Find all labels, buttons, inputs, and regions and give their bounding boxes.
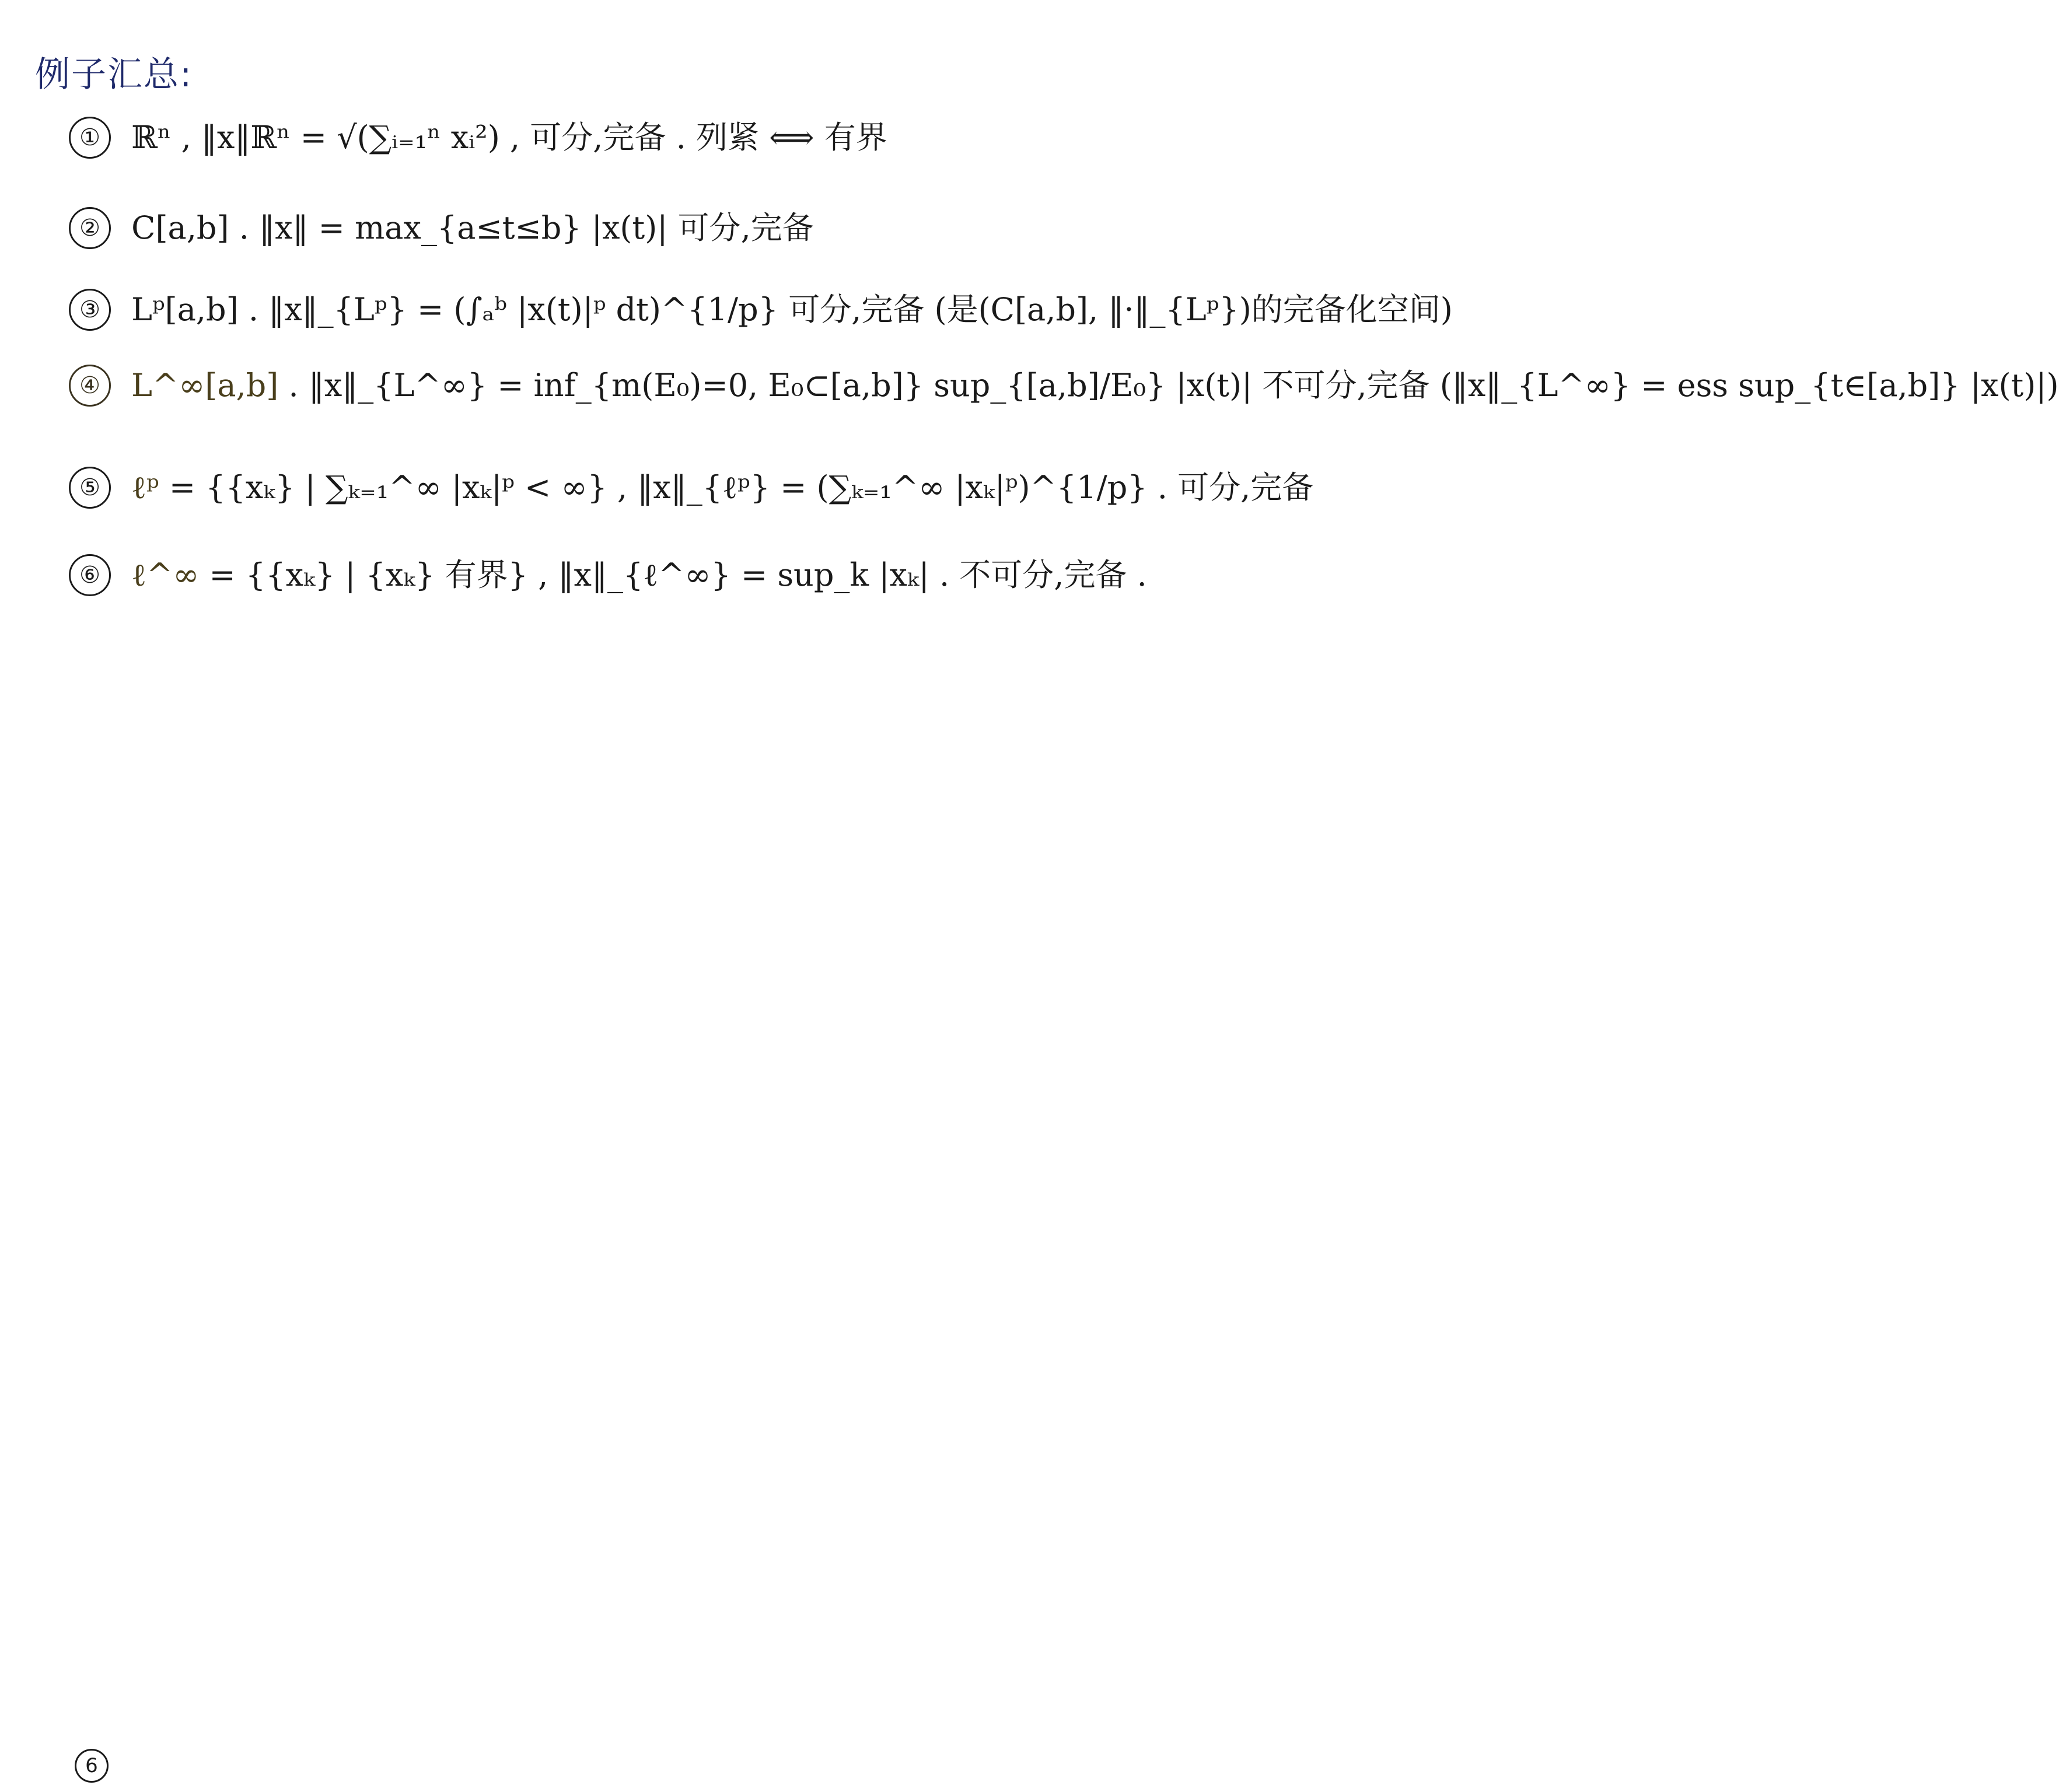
item-number: ③ [69, 289, 111, 331]
space-name: ℝⁿ [131, 119, 172, 156]
list-item [69, 117, 887, 159]
item-content [131, 368, 2058, 402]
item-content [131, 470, 1313, 505]
list-item [69, 289, 1453, 331]
page-number: 6 [75, 1749, 109, 1783]
item-text: , ‖x‖ℝⁿ = √(∑ᵢ₌₁ⁿ xᵢ²) , 可分,完备 . 列紧 ⟺ 有界 [181, 119, 887, 156]
item-number: ⑤ [69, 467, 111, 509]
item-text: = {{xₖ} | {xₖ} 有界} , ‖x‖_{ℓ^∞} = sup_k |xₖ| . 不可分,完备 . [209, 556, 1147, 594]
item-number: ④ [69, 365, 111, 407]
page-title: 例子汇总: [35, 54, 193, 95]
item-number: ② [69, 207, 111, 249]
item-content [131, 211, 814, 245]
space-name: Lᵖ[a,b] [131, 291, 239, 328]
item-text: . ‖x‖_{Lᵖ} = (∫ₐᵇ |x(t)|ᵖ dt)^{1/p} 可分,完备 (是(C[a,b], ‖·‖_{Lᵖ})的完备化空间) [248, 291, 1453, 328]
item-text: = {{xₖ} | ∑ₖ₌₁^∞ |xₖ|ᵖ < ∞} , ‖x‖_{ℓᵖ} = (∑ₖ₌₁^∞ |xₖ|ᵖ)^{1/p} . 可分,完备 [169, 469, 1314, 506]
item-content [131, 558, 1147, 592]
item-text: . ‖x‖ = max_{a≤t≤b} |x(t)| 可分,完备 [239, 209, 814, 247]
item-number: ⑥ [69, 554, 111, 596]
item-number: ① [69, 117, 111, 159]
item-content [131, 120, 887, 155]
space-name: L^∞[a,b] [131, 367, 279, 404]
item-text: . ‖x‖_{L^∞} = inf_{m(E₀)=0, E₀⊂[a,b]} sup_{[a,b]/E₀} |x(t)| 不可分,完备 (‖x‖_{L^∞} = ess sup_{t∈[a,b]} |x(t)|) [288, 367, 2059, 404]
list-item [69, 554, 1147, 596]
list-item [69, 467, 1313, 509]
space-name: ℓ^∞ [131, 556, 200, 594]
space-name: C[a,b] [131, 209, 229, 247]
list-item [69, 365, 2059, 407]
item-content [131, 292, 1453, 327]
space-name: ℓᵖ [131, 469, 159, 506]
list-item [69, 207, 814, 249]
